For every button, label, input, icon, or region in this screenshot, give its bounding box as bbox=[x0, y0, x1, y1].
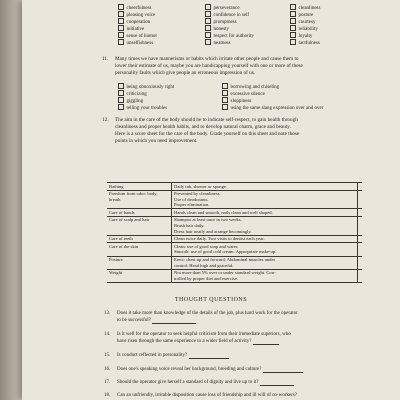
checklist-item[interactable]: reliability bbox=[290, 25, 318, 33]
table-row bbox=[107, 183, 362, 191]
paragraph-line: Here is a score sheet for the care of the body. Grade yourself on this sheet and note those bbox=[115, 131, 300, 137]
checkbox[interactable] bbox=[205, 18, 211, 24]
care-area: Bathing bbox=[107, 183, 172, 191]
checklist-item[interactable]: respect for authority bbox=[205, 32, 254, 40]
care-area: Care of teeth bbox=[107, 235, 172, 243]
care-description: Daily tub, shower or sponge. bbox=[172, 183, 358, 191]
table-row bbox=[107, 209, 362, 217]
paragraph-line: Many times we have mannerisms or habits which irritate other people and cause them to bbox=[115, 56, 299, 62]
checkbox[interactable] bbox=[222, 90, 228, 96]
question-15: 15. Is conduct reflected in personality? bbox=[104, 353, 229, 359]
checklist-item[interactable]: initiative bbox=[118, 25, 144, 33]
grade-cell[interactable] bbox=[358, 216, 363, 235]
grade-cell[interactable] bbox=[358, 256, 363, 269]
care-area: Care of scalp and hair bbox=[107, 216, 172, 235]
paragraph-line: cleanliness and proper health habits, and to develop natural charm, grace and beauty. bbox=[115, 124, 291, 130]
table-row bbox=[107, 190, 362, 209]
paragraph-line: points in which you need improvement. bbox=[115, 138, 198, 144]
checkbox[interactable] bbox=[290, 32, 296, 38]
care-description: Shampoo at least once in two weeks. Brush hair daily. Dress hair neatly and arrange becomingly. bbox=[172, 216, 358, 235]
checkbox[interactable] bbox=[118, 4, 124, 10]
grade-cell[interactable] bbox=[358, 243, 363, 256]
question-number: 12. bbox=[102, 117, 109, 123]
checklist-item[interactable]: tactfulness bbox=[290, 39, 320, 47]
checkbox[interactable] bbox=[118, 83, 124, 89]
checklist-item[interactable]: posture bbox=[290, 11, 313, 19]
paragraph-line: lower their estimate of us, maybe you are handicapping yourself with one or more of these bbox=[115, 63, 303, 69]
question-17: 17. Should the operator give herself a standard of dignity and live up to it? bbox=[104, 380, 294, 386]
checkbox[interactable] bbox=[118, 11, 124, 17]
grade-cell[interactable] bbox=[358, 269, 363, 282]
checklist-item[interactable]: giggling bbox=[118, 97, 143, 105]
table-row bbox=[107, 269, 362, 282]
checklist-item[interactable]: borrowing and chiseling bbox=[222, 83, 279, 91]
answer-blank[interactable] bbox=[253, 339, 279, 345]
care-area: Care of hands bbox=[107, 209, 172, 217]
question-14-cont: have risen through the same experience to a wider field of activity? bbox=[117, 339, 279, 345]
checklist-item[interactable]: sloppiness bbox=[222, 97, 251, 105]
answer-blank[interactable] bbox=[260, 380, 294, 386]
table-row bbox=[107, 235, 362, 243]
checklist-item[interactable]: cooperation bbox=[118, 18, 150, 26]
question-number: 11. bbox=[102, 56, 109, 62]
checkbox[interactable] bbox=[205, 32, 211, 38]
section-heading: THOUGHT QUESTIONS bbox=[174, 297, 248, 303]
checkbox[interactable] bbox=[205, 11, 211, 17]
checklist-item[interactable]: perseverance bbox=[205, 4, 240, 12]
checklist-item[interactable]: loyalty bbox=[290, 32, 312, 40]
grade-cell[interactable] bbox=[358, 190, 363, 209]
checkbox[interactable] bbox=[222, 97, 228, 103]
paragraph-line: personality faults which give people an erroneous impression of us. bbox=[115, 70, 256, 76]
care-area: Care of the skin bbox=[107, 243, 172, 256]
table-row bbox=[107, 243, 362, 256]
checkbox[interactable] bbox=[118, 25, 124, 31]
checklist-item[interactable]: honesty bbox=[205, 25, 229, 33]
binding-edge bbox=[0, 0, 22, 400]
body-care-score-table bbox=[107, 182, 362, 283]
question-13-cont: to be successful? bbox=[117, 318, 196, 324]
care-description: Erect: chest up and forward. Abdominal muscles under control. Head high and graceful. bbox=[172, 256, 358, 269]
care-area: Freedom from odor: body, breath bbox=[107, 190, 172, 209]
care-area: Weight bbox=[107, 269, 172, 282]
checkbox[interactable] bbox=[118, 32, 124, 38]
question-18: 18. Can an unfriendly, irritable disposition cause loss of friendship and ill will of co-workers? bbox=[104, 393, 297, 398]
table-row bbox=[107, 216, 362, 235]
checklist-item[interactable]: criticizing bbox=[118, 90, 147, 98]
checklist-item[interactable]: unselfishness bbox=[118, 39, 153, 47]
checklist-item[interactable]: being obnoxiously right bbox=[118, 83, 174, 91]
grade-cell[interactable] bbox=[358, 209, 363, 217]
checklist-item[interactable]: neatness bbox=[205, 39, 230, 47]
checkbox[interactable] bbox=[290, 11, 296, 17]
care-description: Hands clean and smooth, nails clean and well shaped. bbox=[172, 209, 358, 217]
checklist-item[interactable]: cleanliness bbox=[290, 4, 320, 12]
checkbox[interactable] bbox=[222, 83, 228, 89]
checklist-item[interactable]: telling your troubles bbox=[118, 104, 167, 112]
worksheet-page bbox=[22, 0, 400, 400]
checklist-item[interactable]: excessive silence bbox=[222, 90, 265, 98]
answer-blank[interactable] bbox=[263, 367, 303, 373]
checkbox[interactable] bbox=[205, 39, 211, 45]
checklist-item[interactable]: promptness bbox=[205, 18, 237, 26]
care-description: Prevented by cleanliness. Use of deodorants. Proper elimination. bbox=[172, 190, 358, 209]
checkbox[interactable] bbox=[118, 97, 124, 103]
checkbox[interactable] bbox=[205, 4, 211, 10]
answer-blank[interactable] bbox=[152, 318, 196, 324]
checkbox[interactable] bbox=[205, 25, 211, 31]
care-description: Not more than 5% over or under standard weight. Con- trolled by proper diet and exercise. bbox=[172, 269, 358, 282]
checkbox[interactable] bbox=[118, 90, 124, 96]
care-description: Clean twice daily. Two visits to dentist each year. bbox=[172, 235, 358, 243]
grade-cell[interactable] bbox=[358, 183, 363, 191]
checkbox[interactable] bbox=[290, 4, 296, 10]
checkbox[interactable] bbox=[290, 39, 296, 45]
checkbox[interactable] bbox=[118, 39, 124, 45]
checkbox[interactable] bbox=[290, 18, 296, 24]
checklist-item[interactable]: sense of humor bbox=[118, 32, 157, 40]
answer-blank[interactable] bbox=[189, 353, 229, 359]
grade-cell[interactable] bbox=[358, 235, 363, 243]
table-row bbox=[107, 256, 362, 269]
checkbox[interactable] bbox=[118, 104, 124, 110]
checklist-item[interactable]: cheerfulness bbox=[118, 4, 152, 12]
checklist-item[interactable]: pleasing voice bbox=[118, 11, 155, 19]
checkbox[interactable] bbox=[290, 25, 296, 31]
question-16: 16. Does one's speaking voice reveal her background, breeding and culture? bbox=[104, 367, 303, 373]
question-13: 13. Does it take more than knowledge of the details of the job, plus hard work for the operator bbox=[104, 311, 298, 316]
checkbox[interactable] bbox=[118, 18, 124, 24]
checklist-item[interactable]: courtesy bbox=[290, 18, 315, 26]
checklist-item[interactable]: using the same slang expression over and over bbox=[222, 104, 323, 112]
checklist-item[interactable]: confidence in self bbox=[205, 11, 249, 19]
care-area: Posture bbox=[107, 256, 172, 269]
paragraph-line: The aim in the care of the body should be to indicate self-respect, to gain health through bbox=[115, 117, 298, 123]
question-14: 14. Is it well for the operator to seek helpful criticism from their immediate superiors, who bbox=[104, 332, 291, 337]
checkbox[interactable] bbox=[222, 104, 228, 110]
care-description: Clean: use of good soap and water. Smooth: use of good cold cream. Appropriate make-up. bbox=[172, 243, 358, 256]
